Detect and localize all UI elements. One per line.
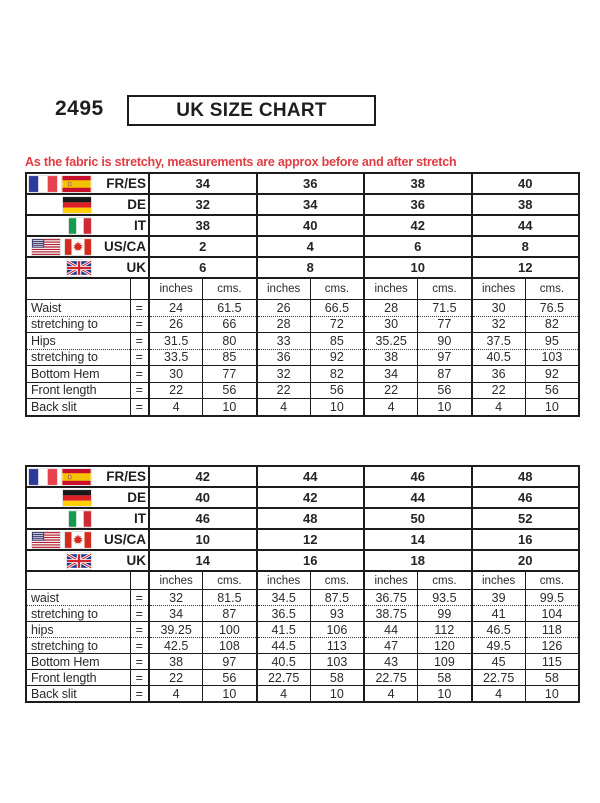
measurement-value: 95 [525,333,579,350]
measurement-value: 92 [525,366,579,383]
size-value: 42 [149,466,257,487]
measurement-value: 10 [310,686,364,703]
size-value: 40 [149,487,257,508]
size-value: 52 [472,508,580,529]
measurement-value: 26 [257,300,311,317]
measurement-value: 22.75 [472,670,526,686]
measurement-row [26,300,579,317]
size-value: 10 [364,257,472,278]
measurement-row [26,366,579,383]
measurement-value: 34.5 [257,590,311,606]
measurement-value: 39.25 [149,622,203,638]
measurement-value: 4 [257,686,311,703]
country-label-cell [26,236,149,257]
measurement-value: 22 [149,670,203,686]
country-label-cell [26,550,149,571]
unit-header: cms. [203,571,257,590]
measurement-value: 58 [310,670,364,686]
measurement-value: 87 [418,366,472,383]
unit-header: inches [149,571,203,590]
country-label [27,239,148,255]
measurement-value: 4 [472,399,526,416]
unit-header: cms. [418,278,472,300]
product-code: 2495 [55,97,104,120]
size-value: 20 [472,550,580,571]
equals-sign: = [130,638,149,654]
measurement-label: Bottom Hem [26,366,130,383]
measurement-value: 108 [203,638,257,654]
size-value: 40 [257,215,365,236]
equals-sign: = [130,349,149,366]
size-value: 36 [257,173,365,194]
measurement-value: 32 [472,316,526,333]
measurement-value: 22 [364,382,418,399]
unit-header: inches [257,571,311,590]
measurement-row [26,333,579,350]
country-label-cell [26,529,149,550]
country-label [27,260,148,276]
measurement-value: 40.5 [472,349,526,366]
unit-header: inches [257,278,311,300]
measurement-value: 85 [203,349,257,366]
title-box [127,95,376,126]
measurement-value: 35.25 [364,333,418,350]
measurement-label: hips [26,622,130,638]
unit-header: cms. [203,278,257,300]
unit-header: inches [364,278,418,300]
size-row [26,194,579,215]
measurement-value: 56 [525,382,579,399]
size-value: 48 [257,508,365,529]
size-row [26,508,579,529]
country-label [27,511,148,527]
germany-flag-icon [63,197,91,213]
measurement-value: 41.5 [257,622,311,638]
measurement-value: 38 [149,654,203,670]
measurement-value: 93 [310,606,364,622]
unit-header: inches [364,571,418,590]
measurement-row [26,670,579,686]
measurement-value: 92 [310,349,364,366]
measurement-value: 99 [418,606,472,622]
measurement-value: 4 [149,399,203,416]
measurement-value: 56 [203,670,257,686]
measurement-value: 76.5 [525,300,579,317]
measurement-label: Waist [26,300,130,317]
country-label [27,532,148,548]
spain-flag-icon [62,176,91,192]
measurement-value: 22.75 [257,670,311,686]
country-label [27,176,148,192]
equals-sign: = [130,590,149,606]
equals-sign: = [130,300,149,317]
size-row [26,215,579,236]
size-value: 32 [149,194,257,215]
country-label-cell [26,173,149,194]
measurement-value: 10 [418,686,472,703]
country-label-cell [26,466,149,487]
size-value: 46 [364,466,472,487]
size-value: 34 [257,194,365,215]
measurement-label: stretching to [26,349,130,366]
measurement-value: 10 [525,399,579,416]
size-value: 12 [472,257,580,278]
size-row [26,236,579,257]
measurement-value: 77 [203,366,257,383]
measurement-value: 66 [203,316,257,333]
measurement-row [26,316,579,333]
size-value: 8 [472,236,580,257]
measurement-value: 10 [203,686,257,703]
usa-flag-icon [32,239,60,255]
size-value: 50 [364,508,472,529]
measurement-value: 87 [203,606,257,622]
size-value: 44 [472,215,580,236]
measurement-label: Front length [26,670,130,686]
country-label [27,490,148,506]
size-row [26,466,579,487]
measurement-value: 39 [472,590,526,606]
units-header-row [26,571,579,590]
size-value: 6 [149,257,257,278]
measurement-value: 71.5 [418,300,472,317]
empty-equals-cell [130,278,149,300]
country-label [27,553,148,569]
measurement-value: 28 [257,316,311,333]
unit-header: cms. [525,571,579,590]
measurement-value: 32 [149,590,203,606]
measurement-value: 93.5 [418,590,472,606]
size-value: 12 [257,529,365,550]
size-value: 40 [472,173,580,194]
country-code: FR/ES [106,176,146,191]
measurement-value: 46.5 [472,622,526,638]
measurement-row [26,606,579,622]
country-label-cell [26,257,149,278]
measurement-value: 77 [418,316,472,333]
measurement-value: 36 [472,366,526,383]
equals-sign: = [130,686,149,703]
size-value: 48 [472,466,580,487]
unit-header: inches [472,278,526,300]
measurement-value: 120 [418,638,472,654]
measurement-value: 109 [418,654,472,670]
size-table-large [25,465,580,703]
france-flag-icon [29,469,57,485]
measurement-value: 126 [525,638,579,654]
measurement-value: 41 [472,606,526,622]
measurement-value: 24 [149,300,203,317]
measurement-label: waist [26,590,130,606]
page-title: UK SIZE CHART [176,99,327,121]
country-label-cell [26,194,149,215]
measurement-value: 10 [203,399,257,416]
equals-sign: = [130,606,149,622]
measurement-value: 47 [364,638,418,654]
size-row [26,550,579,571]
size-row [26,487,579,508]
measurement-value: 90 [418,333,472,350]
size-value: 46 [149,508,257,529]
size-value: 38 [364,173,472,194]
stretch-note: As the fabric is stretchy, measurements are approx before and after stretch [25,154,457,169]
measurement-value: 99.5 [525,590,579,606]
size-value: 36 [364,194,472,215]
measurement-value: 82 [525,316,579,333]
measurement-value: 38 [364,349,418,366]
usa-flag-icon [32,532,60,548]
measurement-label: Hips [26,333,130,350]
uk-flag-icon [67,553,91,569]
country-code: UK [126,553,146,568]
measurement-value: 106 [310,622,364,638]
measurement-row [26,638,579,654]
size-value: 38 [472,194,580,215]
measurement-value: 26 [149,316,203,333]
measurement-label: Back slit [26,686,130,703]
country-label-cell [26,215,149,236]
measurement-value: 100 [203,622,257,638]
measurement-value: 104 [525,606,579,622]
measurement-value: 10 [418,399,472,416]
measurement-value: 22 [472,382,526,399]
country-code: DE [127,490,146,505]
measurement-label: Bottom Hem [26,654,130,670]
measurement-value: 115 [525,654,579,670]
measurement-value: 58 [418,670,472,686]
measurement-value: 30 [472,300,526,317]
measurement-value: 44 [364,622,418,638]
size-value: 16 [257,550,365,571]
size-value: 2 [149,236,257,257]
canada-flag-icon [65,239,91,255]
unit-header: inches [472,571,526,590]
measurement-value: 61.5 [203,300,257,317]
measurement-value: 58 [525,670,579,686]
size-value: 16 [472,529,580,550]
size-value: 34 [149,173,257,194]
measurement-row [26,399,579,416]
measurement-value: 36.75 [364,590,418,606]
measurement-value: 38.75 [364,606,418,622]
size-table-small [25,172,580,417]
measurement-value: 4 [149,686,203,703]
measurement-value: 37.5 [472,333,526,350]
size-value: 6 [364,236,472,257]
measurement-value: 40.5 [257,654,311,670]
size-row [26,257,579,278]
equals-sign: = [130,622,149,638]
unit-header: cms. [310,571,364,590]
size-value: 4 [257,236,365,257]
size-row [26,173,579,194]
size-value: 10 [149,529,257,550]
measurement-value: 44.5 [257,638,311,654]
measurement-value: 4 [364,686,418,703]
empty-label-cell [26,571,130,590]
size-value: 46 [472,487,580,508]
measurement-value: 42.5 [149,638,203,654]
measurement-value: 33.5 [149,349,203,366]
country-code: DE [127,197,146,212]
measurement-value: 22 [149,382,203,399]
equals-sign: = [130,670,149,686]
country-code: UK [126,260,146,275]
country-label-cell [26,508,149,529]
measurement-value: 31.5 [149,333,203,350]
measurement-value: 28 [364,300,418,317]
measurement-row [26,349,579,366]
measurement-row [26,622,579,638]
measurement-label: stretching to [26,606,130,622]
size-value: 18 [364,550,472,571]
country-label [27,469,148,485]
country-label-cell [26,487,149,508]
measurement-value: 56 [418,382,472,399]
measurement-value: 4 [364,399,418,416]
size-value: 38 [149,215,257,236]
measurement-value: 72 [310,316,364,333]
measurement-value: 10 [525,686,579,703]
measurement-value: 10 [310,399,364,416]
unit-header: cms. [418,571,472,590]
measurement-value: 32 [257,366,311,383]
measurement-value: 30 [149,366,203,383]
measurement-value: 112 [418,622,472,638]
measurement-value: 66.5 [310,300,364,317]
italy-flag-icon [69,218,91,234]
country-code: FR/ES [106,469,146,484]
measurement-row [26,382,579,399]
equals-sign: = [130,399,149,416]
units-header-row [26,278,579,300]
measurement-value: 118 [525,622,579,638]
equals-sign: = [130,316,149,333]
measurement-value: 56 [203,382,257,399]
measurement-value: 43 [364,654,418,670]
measurement-label: stretching to [26,316,130,333]
measurement-value: 80 [203,333,257,350]
measurement-value: 103 [310,654,364,670]
measurement-value: 30 [364,316,418,333]
spain-flag-icon [62,469,91,485]
unit-header: cms. [310,278,364,300]
measurement-value: 33 [257,333,311,350]
measurement-value: 22.75 [364,670,418,686]
measurement-value: 85 [310,333,364,350]
measurement-value: 97 [418,349,472,366]
measurement-label: Back slit [26,399,130,416]
measurement-value: 34 [364,366,418,383]
equals-sign: = [130,654,149,670]
measurement-label: Front length [26,382,130,399]
size-value: 14 [364,529,472,550]
country-label [27,197,148,213]
measurement-value: 4 [472,686,526,703]
country-code: IT [134,218,146,233]
measurement-value: 4 [257,399,311,416]
measurement-row [26,590,579,606]
country-label [27,218,148,234]
measurement-value: 103 [525,349,579,366]
italy-flag-icon [69,511,91,527]
canada-flag-icon [65,532,91,548]
measurement-value: 82 [310,366,364,383]
equals-sign: = [130,366,149,383]
unit-header: inches [149,278,203,300]
country-code: US/CA [103,532,146,547]
uk-flag-icon [67,260,91,276]
size-row [26,529,579,550]
size-value: 42 [364,215,472,236]
measurement-value: 22 [257,382,311,399]
equals-sign: = [130,333,149,350]
measurement-label: stretching to [26,638,130,654]
measurement-value: 97 [203,654,257,670]
measurement-value: 36.5 [257,606,311,622]
equals-sign: = [130,382,149,399]
measurement-row [26,686,579,703]
germany-flag-icon [63,490,91,506]
measurement-value: 87.5 [310,590,364,606]
size-value: 14 [149,550,257,571]
measurement-value: 81.5 [203,590,257,606]
measurement-value: 36 [257,349,311,366]
empty-equals-cell [130,571,149,590]
measurement-value: 49.5 [472,638,526,654]
measurement-value: 113 [310,638,364,654]
size-value: 44 [364,487,472,508]
measurement-row [26,654,579,670]
measurement-value: 45 [472,654,526,670]
country-code: US/CA [103,239,146,254]
unit-header: cms. [525,278,579,300]
size-value: 8 [257,257,365,278]
france-flag-icon [29,176,57,192]
measurement-value: 34 [149,606,203,622]
country-code: IT [134,511,146,526]
size-value: 44 [257,466,365,487]
empty-label-cell [26,278,130,300]
measurement-value: 56 [310,382,364,399]
size-value: 42 [257,487,365,508]
